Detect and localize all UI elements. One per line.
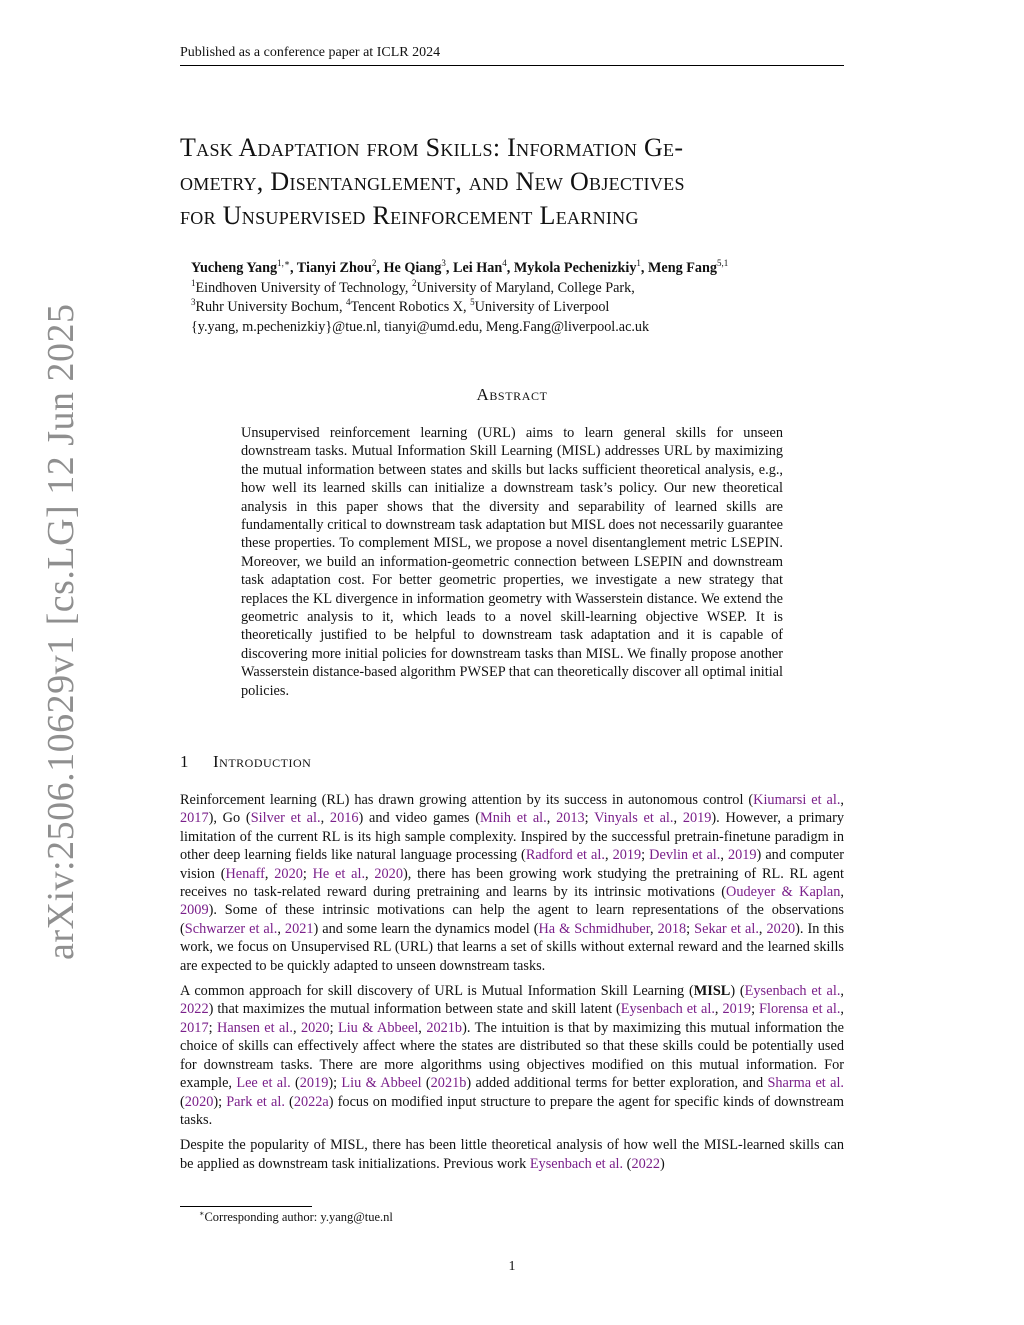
text-run: ), Go ( xyxy=(208,810,251,827)
text-run: ) and some learn the dynamics model ( xyxy=(313,920,539,937)
text-run: ). The intuition is that by maximizing this mutual information the choice of skills can effectively affect where the states are distributed so that these skills could be potentially used for downstream tasks. There are more algorithms using objectives modified on this mutual information. For example, xyxy=(180,1019,844,1092)
text-run: ; xyxy=(584,810,595,827)
text-run: , xyxy=(365,865,375,882)
text-run: , xyxy=(840,983,844,1000)
text-run: ( xyxy=(421,1075,431,1092)
paper-title xyxy=(180,131,848,233)
citation-link[interactable]: Silver et al. xyxy=(250,810,321,827)
text-run: ; xyxy=(751,1001,760,1018)
citation-link[interactable]: 2019 xyxy=(682,810,712,827)
author-affiliation-mark: 3 xyxy=(441,258,446,268)
citation-link[interactable]: 2017 xyxy=(180,810,209,827)
author-affiliation-mark: 5,1 xyxy=(716,258,729,268)
author-affiliation-mark: 1,∗ xyxy=(277,258,290,268)
citation-link[interactable]: 2020 xyxy=(274,865,303,882)
text-run: ), there has been growing work studying the pretraining of RL. RL agent receives no task-related reward during pretraining and learns by its intrinsic motivations ( xyxy=(180,865,845,901)
text-run: Despite the popularity of MISL, there has been little theoretical analysis of how well the MISL-learned skills can be applied as downstream task initializations. Previous work xyxy=(180,1137,844,1172)
section-heading-introduction xyxy=(180,751,311,773)
citation-link[interactable]: Eysenbach et al. xyxy=(529,1155,624,1172)
text-run: ) focus on modified input structure to prepare the agent for specific kinds of downstream tasks. xyxy=(180,1093,844,1128)
text-run: ) and computer vision ( xyxy=(180,847,844,882)
citation-link[interactable]: Oudeyer & Kaplan xyxy=(726,884,841,901)
citation-link[interactable]: 2022a xyxy=(293,1093,329,1110)
citation-link[interactable]: Mnih et al. xyxy=(480,810,547,827)
text-run: , xyxy=(714,1001,723,1018)
citation-link[interactable]: 2022 xyxy=(631,1155,661,1172)
text-run: ); xyxy=(213,1093,227,1110)
author-list: Yucheng Yang$^{1,∗}$, Tianyi Zhou$^2$, He Qiang$^3$, Lei Han$^4$, Mykola Pechenizkiy$^1$, Meng Fang$^{5,1}$ xyxy=(191,258,729,276)
citation-link[interactable]: 2019 xyxy=(727,847,757,864)
citation-link[interactable]: Vinyals et al. xyxy=(594,810,674,827)
text-run: , xyxy=(720,847,728,864)
affiliation: Tencent Robotics X, xyxy=(350,299,471,315)
text-run: , xyxy=(604,847,613,864)
citation-link[interactable]: Lee et al. xyxy=(236,1075,291,1092)
citation-link[interactable]: Eysenbach et al. xyxy=(620,1001,715,1018)
footnote-mark: ∗ xyxy=(199,1209,205,1218)
citation-link[interactable]: 2020 xyxy=(766,920,796,937)
text-run: , xyxy=(840,792,844,808)
text-run: ; xyxy=(329,1019,338,1036)
author-name: He Qiang xyxy=(383,260,442,276)
author-name: Meng Fang xyxy=(648,260,717,276)
citation-link[interactable]: 2017 xyxy=(180,1019,209,1036)
text-run: ; xyxy=(686,920,695,937)
citation-link[interactable]: Schwarzer et al. xyxy=(184,920,278,937)
text-run: ); xyxy=(328,1075,342,1092)
author-name: Yucheng Yang xyxy=(191,260,278,276)
abstract-heading: Abstract xyxy=(476,385,548,404)
citation-link[interactable]: Henaff xyxy=(225,865,265,882)
text-run: ). In this work, we focus on Unsupervised RL (URL) that learns a set of skills without external reward and the learned skills are expected to be quickly adapted to unseen downstream tasks. xyxy=(180,920,845,974)
text-run: , xyxy=(418,1019,427,1036)
text-run: ; xyxy=(302,865,313,882)
affiliation: Ruhr University Bochum, xyxy=(195,299,347,315)
citation-link[interactable]: 2018 xyxy=(657,920,687,937)
text-run: ) added additional terms for better exploration, and xyxy=(466,1075,768,1092)
citation-link[interactable]: Hansen et al. xyxy=(217,1019,293,1036)
text-run: ) ( xyxy=(730,983,745,1000)
citation-link[interactable]: Florensa et al. xyxy=(759,1001,841,1018)
page-number: 1 xyxy=(508,1259,516,1274)
affiliation: University of Maryland, College Park, xyxy=(416,279,635,296)
citation-link[interactable]: Sekar et al. xyxy=(694,920,759,937)
text-run: , xyxy=(292,1019,301,1036)
citation-link[interactable]: 2019 xyxy=(299,1075,329,1092)
text-run: ) that maximizes the mutual information between state and skill latent ( xyxy=(208,1001,621,1018)
citation-link[interactable]: Sharma et al. xyxy=(767,1075,844,1092)
citation-link[interactable]: Liu & Abbeel xyxy=(337,1019,419,1036)
text-run: ; xyxy=(641,847,650,864)
text-run: , xyxy=(277,920,285,937)
citation-link[interactable]: Ha & Schmidhuber xyxy=(538,920,650,937)
author-name: Tianyi Zhou xyxy=(296,260,372,276)
title-line: Task Adaptation from Skills: Information Ge- xyxy=(180,133,684,162)
author-name: Mykola Pechenizkiy xyxy=(513,260,637,276)
text-run: , xyxy=(840,884,844,901)
citation-link[interactable]: 2020 xyxy=(300,1019,330,1036)
citation-link[interactable]: 2019 xyxy=(722,1001,752,1018)
citation-link[interactable]: 2019 xyxy=(612,847,642,864)
running-header: Published as a conference paper at ICLR 2024 xyxy=(180,44,844,66)
body-paragraph xyxy=(180,1136,844,1173)
text-run: A common approach for skill discovery of URL is Mutual Information Skill Learning ( xyxy=(180,983,694,1000)
text-run: , xyxy=(673,810,683,827)
text-run: ). Some of these intrinsic motivations can help the agent to learn representations of the observations ( xyxy=(180,902,844,937)
affiliation-line: $^1$Eindhoven University of Technology, $^2$University of Maryland, College Park, xyxy=(191,277,635,296)
citation-link[interactable]: Park et al. xyxy=(226,1093,285,1110)
title-line: ometry, Disentanglement, and New Objectives xyxy=(180,167,685,196)
text-run: ( xyxy=(290,1075,300,1092)
body-paragraph xyxy=(180,982,844,1129)
text-run: , xyxy=(649,920,658,937)
footnote-text: Corresponding author: y.yang@tue.nl xyxy=(204,1210,393,1224)
introduction-body xyxy=(180,791,844,1180)
citation-link[interactable]: 2021b xyxy=(430,1075,467,1092)
citation-link[interactable]: 2020 xyxy=(374,865,403,882)
footnote-divider xyxy=(180,1206,312,1207)
abstract-text: Unsupervised reinforcement learning (URL) aims to learn general skills for unseen downstream tasks. Mutual Information Skill Learning (MISL) addresses URL by maximizing the mutual information between states and skills but lacks sufficient theoretical analysis, e.g., how well its learned skills can initialize a downstream task’s policy. Our new theoretical analysis in this paper shows that the diversity and separability of learned skills are fundamentally critical to downstream task adaptation but MISL does not necessarily guarantee these properties. To complement MISL, we propose a novel disentanglement metric LSEPIN. Moreover, we build an information-geometric connection between LSEPIN and downstream task adaptation cost. For better geometric properties, we investigate a new strategy that replaces the KL divergence in information geometry with Wasserstein distance. We extend the geometric analysis to it, which leads to a novel skill-learning objective WSEP. It is theoretically justified to be helpful to downstream task adaptation and it is capable of discovering more initial policies for downstream tasks than MISL. We finally propose another Wasserstein distance-based algorithm PWSEP that can theoretically discover all optimal initial policies. xyxy=(241,425,783,699)
citation-link[interactable]: Devlin et al. xyxy=(649,847,721,864)
citation-link[interactable]: 2022 xyxy=(180,1001,209,1018)
text-run: ( xyxy=(623,1155,632,1172)
citation-link[interactable]: He et al. xyxy=(312,865,366,882)
text-run: , xyxy=(320,810,330,827)
text-run: ). However, a primary limitation of the current RL is its high sample complexity. Inspired by the successful pretrain-finetune paradigm in other deep learning fields like natural language processing ( xyxy=(180,810,845,864)
citation-link[interactable]: Eysenbach et al. xyxy=(744,983,841,1000)
author-emails: {y.yang, m.pechenizkiy}@tue.nl, tianyi@umd.edu, Meng.Fang@liverpool.ac.uk xyxy=(191,318,650,335)
author-name: Lei Han xyxy=(452,260,503,276)
citation-link[interactable]: Liu & Abbeel xyxy=(341,1075,422,1092)
text-run: ; xyxy=(208,1019,217,1036)
footnote xyxy=(199,1209,393,1225)
text-run: ( xyxy=(180,1093,185,1110)
text-run: Reinforcement learning (RL) has drawn growing attention by its success in autonomous control ( xyxy=(180,792,754,808)
text-run: , xyxy=(840,1001,844,1018)
affiliation: Eindhoven University of Technology, xyxy=(195,279,413,296)
author-affiliation-mark: 4 xyxy=(502,258,507,268)
text-run: ) and video games ( xyxy=(358,810,480,827)
author-block xyxy=(191,259,851,337)
bold-term: MISL xyxy=(693,983,731,1000)
text-run: ) xyxy=(660,1155,665,1172)
affiliation: University of Liverpool xyxy=(474,299,610,315)
author-affiliation-mark: 1 xyxy=(636,258,641,268)
author-affiliation-mark: 2 xyxy=(371,258,377,268)
text-run: ( xyxy=(284,1093,294,1110)
citation-link[interactable]: 2013 xyxy=(556,810,585,827)
citation-link[interactable]: Kiumarsi et al. xyxy=(753,792,841,808)
citation-link[interactable]: Radford et al. xyxy=(525,847,605,864)
text-run: , xyxy=(264,865,275,882)
affiliation-line: $^3$Ruhr University Bochum, $^4$Tencent Robotics X, $^5$University of Liverpool xyxy=(191,297,610,315)
citation-link[interactable]: 2016 xyxy=(329,810,359,827)
text-run: , xyxy=(758,920,767,937)
section-number: 1 xyxy=(180,752,189,771)
citation-link[interactable]: 2021b xyxy=(426,1019,463,1036)
citation-link[interactable]: 2020 xyxy=(184,1093,214,1110)
citation-link[interactable]: 2021 xyxy=(284,920,314,937)
arxiv-identifier-stamp[interactable]: arXiv:2506.10629v1 [cs.LG] 12 Jun 2025 xyxy=(40,303,82,960)
citation-link[interactable]: 2009 xyxy=(180,902,209,919)
text-run: , xyxy=(546,810,557,827)
body-paragraph xyxy=(180,791,844,975)
title-line: for Unsupervised Reinforcement Learning xyxy=(180,201,639,230)
section-title: Introduction xyxy=(213,752,312,771)
